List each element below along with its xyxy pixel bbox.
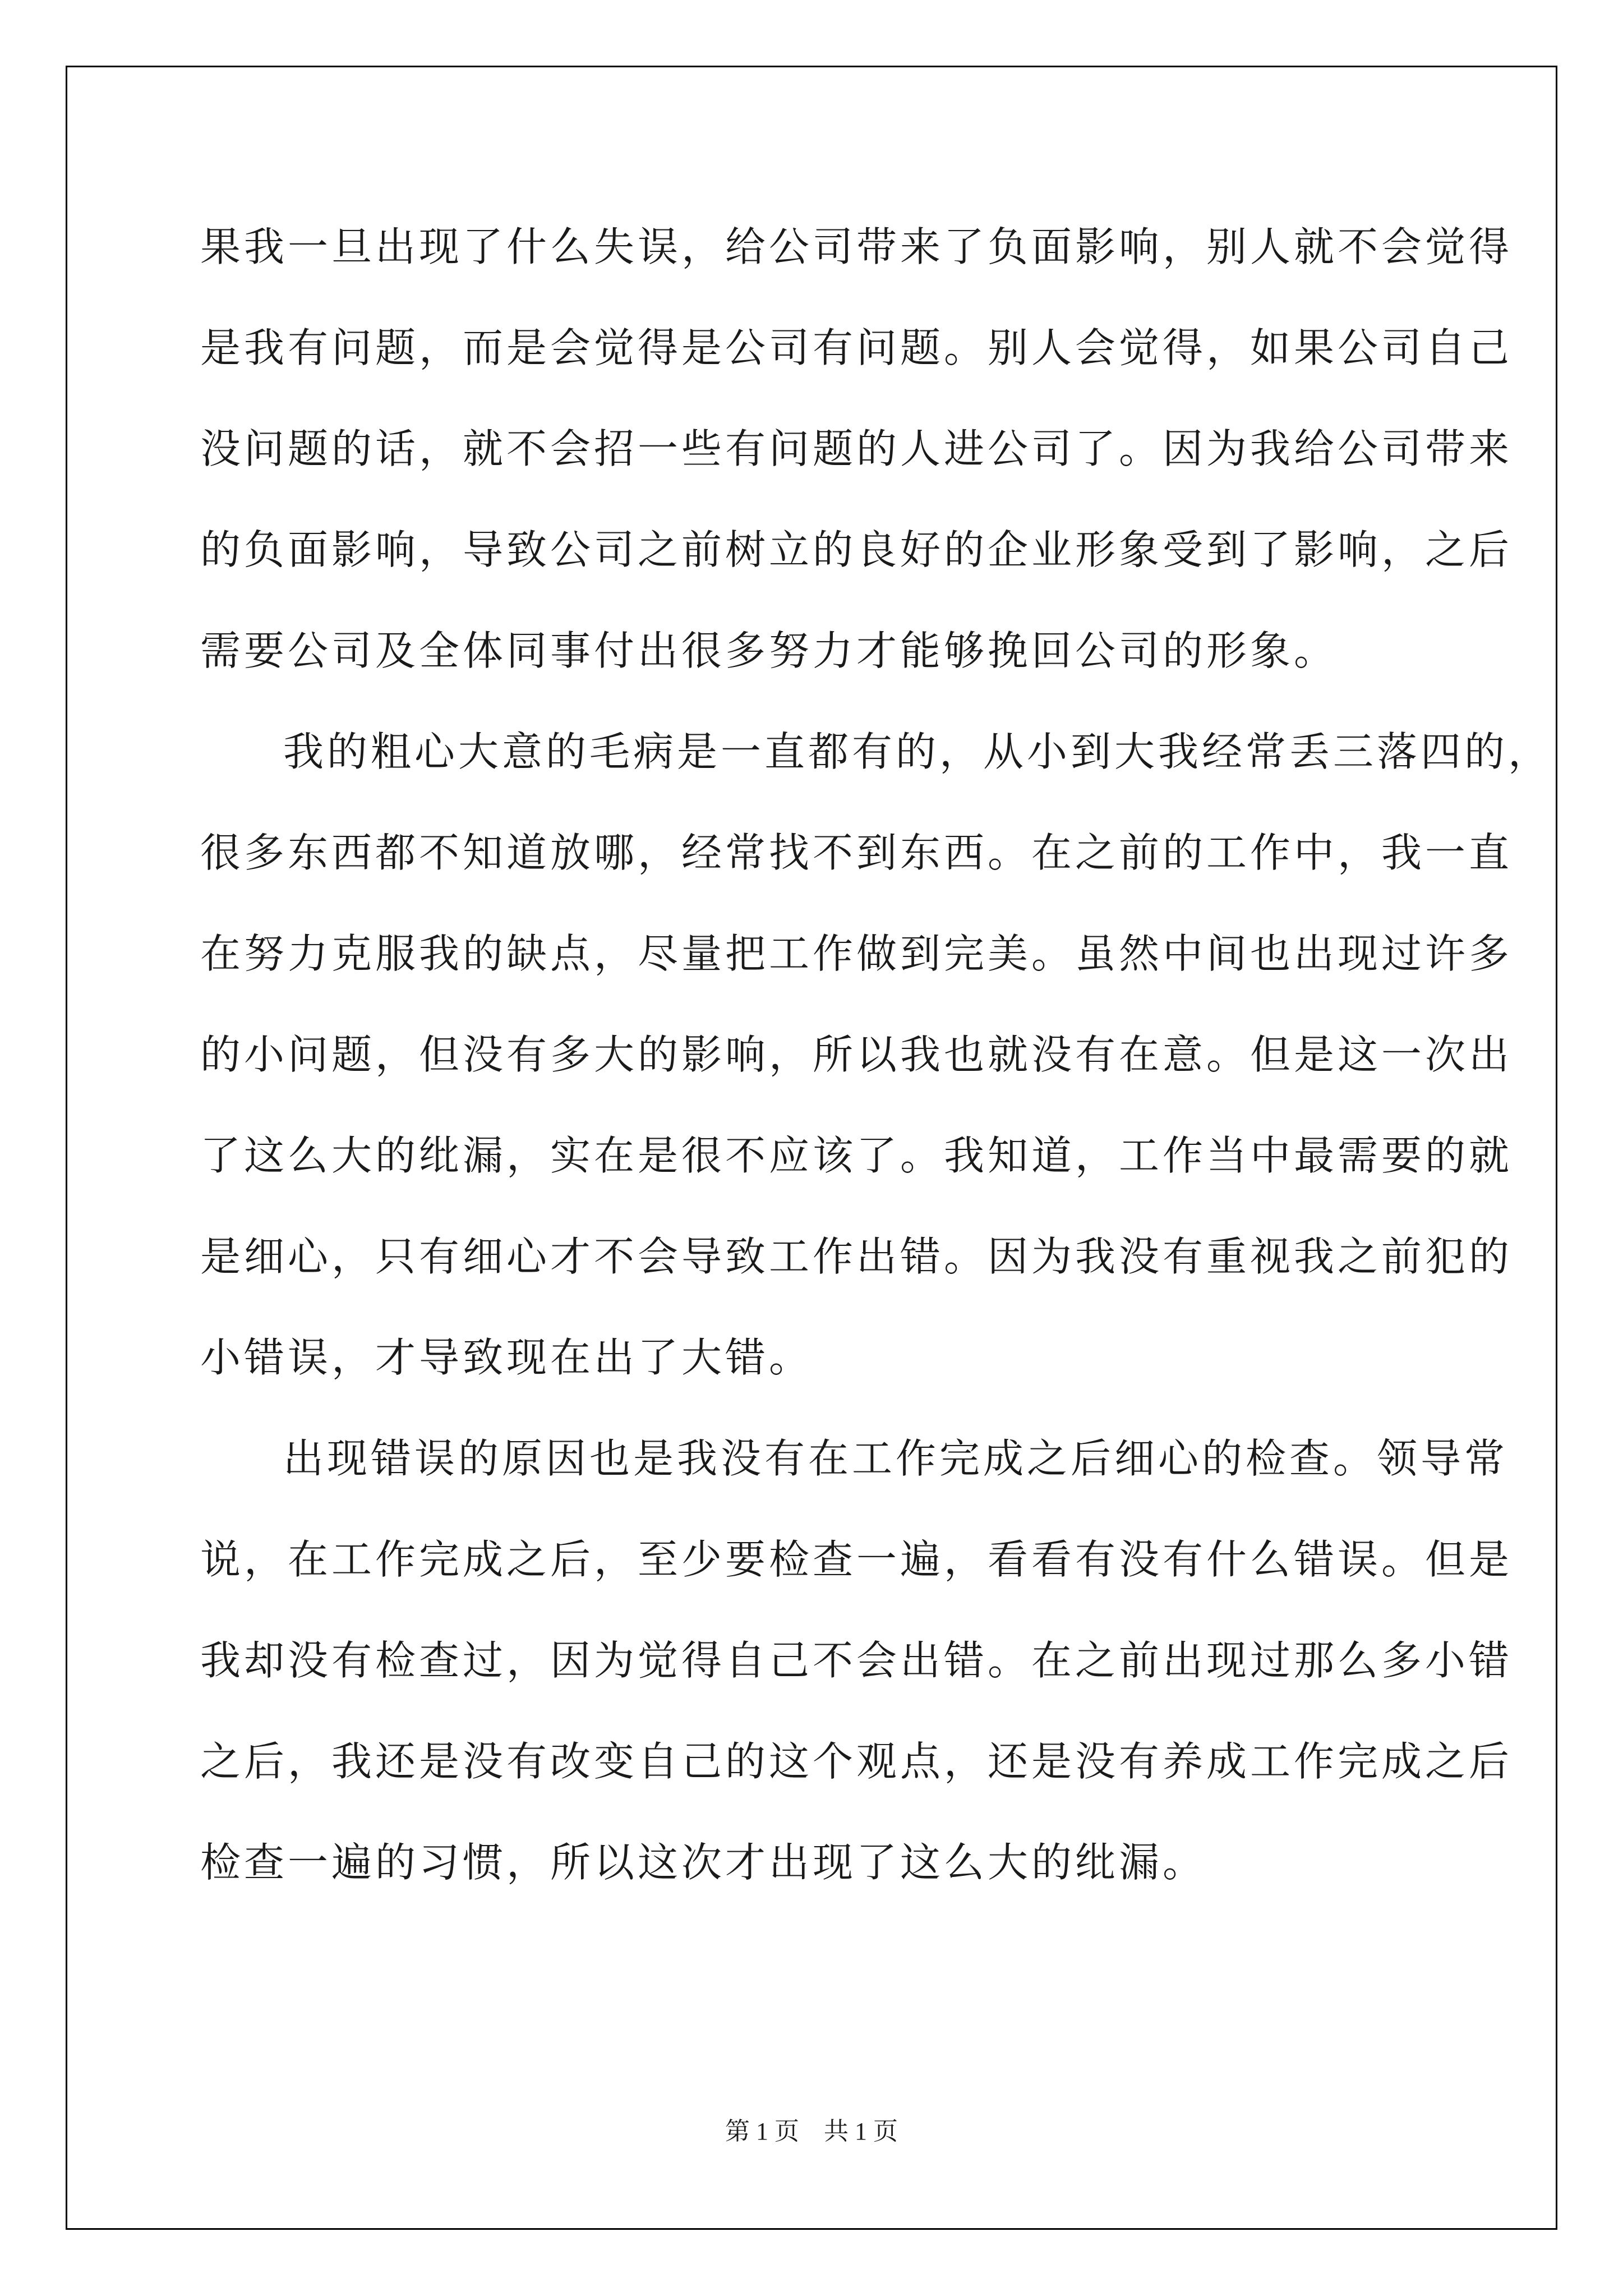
text-line: 之后，我还是没有改变自己的这个观点，还是没有养成工作完成之后 bbox=[200, 1738, 1513, 1785]
text-line: 在努力克服我的缺点，尽量把工作做到完美。虽然中间也出现过许多 bbox=[200, 930, 1513, 977]
text-line: 说，在工作完成之后，至少要检查一遍，看看有没有什么错误。但是 bbox=[200, 1536, 1513, 1583]
text-line: 出现错误的原因也是我没有在工作完成之后细心的检查。领导常 bbox=[283, 1435, 1509, 1482]
text-line: 是我有问题，而是会觉得是公司有问题。别人会觉得，如果公司自己 bbox=[200, 324, 1513, 371]
text-line: 是细心，只有细心才不会导致工作出错。因为我没有重视我之前犯的 bbox=[200, 1233, 1513, 1280]
text-line: 小错误，才导致现在出了大错。 bbox=[200, 1334, 813, 1381]
paragraph-3 bbox=[200, 1425, 1513, 1930]
text-line: 检查一遍的习惯，所以这次才出现了这么大的纰漏。 bbox=[200, 1839, 1207, 1886]
text-line: 的小问题，但没有多大的影响，所以我也就没有在意。但是这一次出 bbox=[200, 1031, 1513, 1078]
text-line: 需要公司及全体同事付出很多努力才能够挽回公司的形象。 bbox=[200, 627, 1338, 674]
text-line: 了这么大的纰漏，实在是很不应该了。我知道，工作当中最需要的就 bbox=[200, 1132, 1513, 1179]
paragraph-2 bbox=[200, 718, 1552, 1425]
document-body bbox=[200, 213, 1552, 1930]
paragraph-1 bbox=[200, 213, 1513, 718]
text-line: 我却没有检查过，因为觉得自己不会出错。在之前出现过那么多小错 bbox=[200, 1637, 1513, 1684]
text-line: 我的粗心大意的毛病是一直都有的，从小到大我经常丢三落四的， bbox=[283, 728, 1552, 775]
text-line: 没问题的话，就不会招一些有问题的人进公司了。因为我给公司带来 bbox=[200, 425, 1513, 472]
text-line: 果我一旦出现了什么失误，给公司带来了负面影响，别人就不会觉得 bbox=[200, 223, 1513, 270]
text-line: 的负面影响，导致公司之前树立的良好的企业形象受到了影响，之后 bbox=[200, 526, 1513, 573]
page-number-footer: 第 1 页 共 1 页 bbox=[725, 2118, 898, 2145]
text-line: 很多东西都不知道放哪，经常找不到东西。在之前的工作中，我一直 bbox=[200, 829, 1513, 876]
